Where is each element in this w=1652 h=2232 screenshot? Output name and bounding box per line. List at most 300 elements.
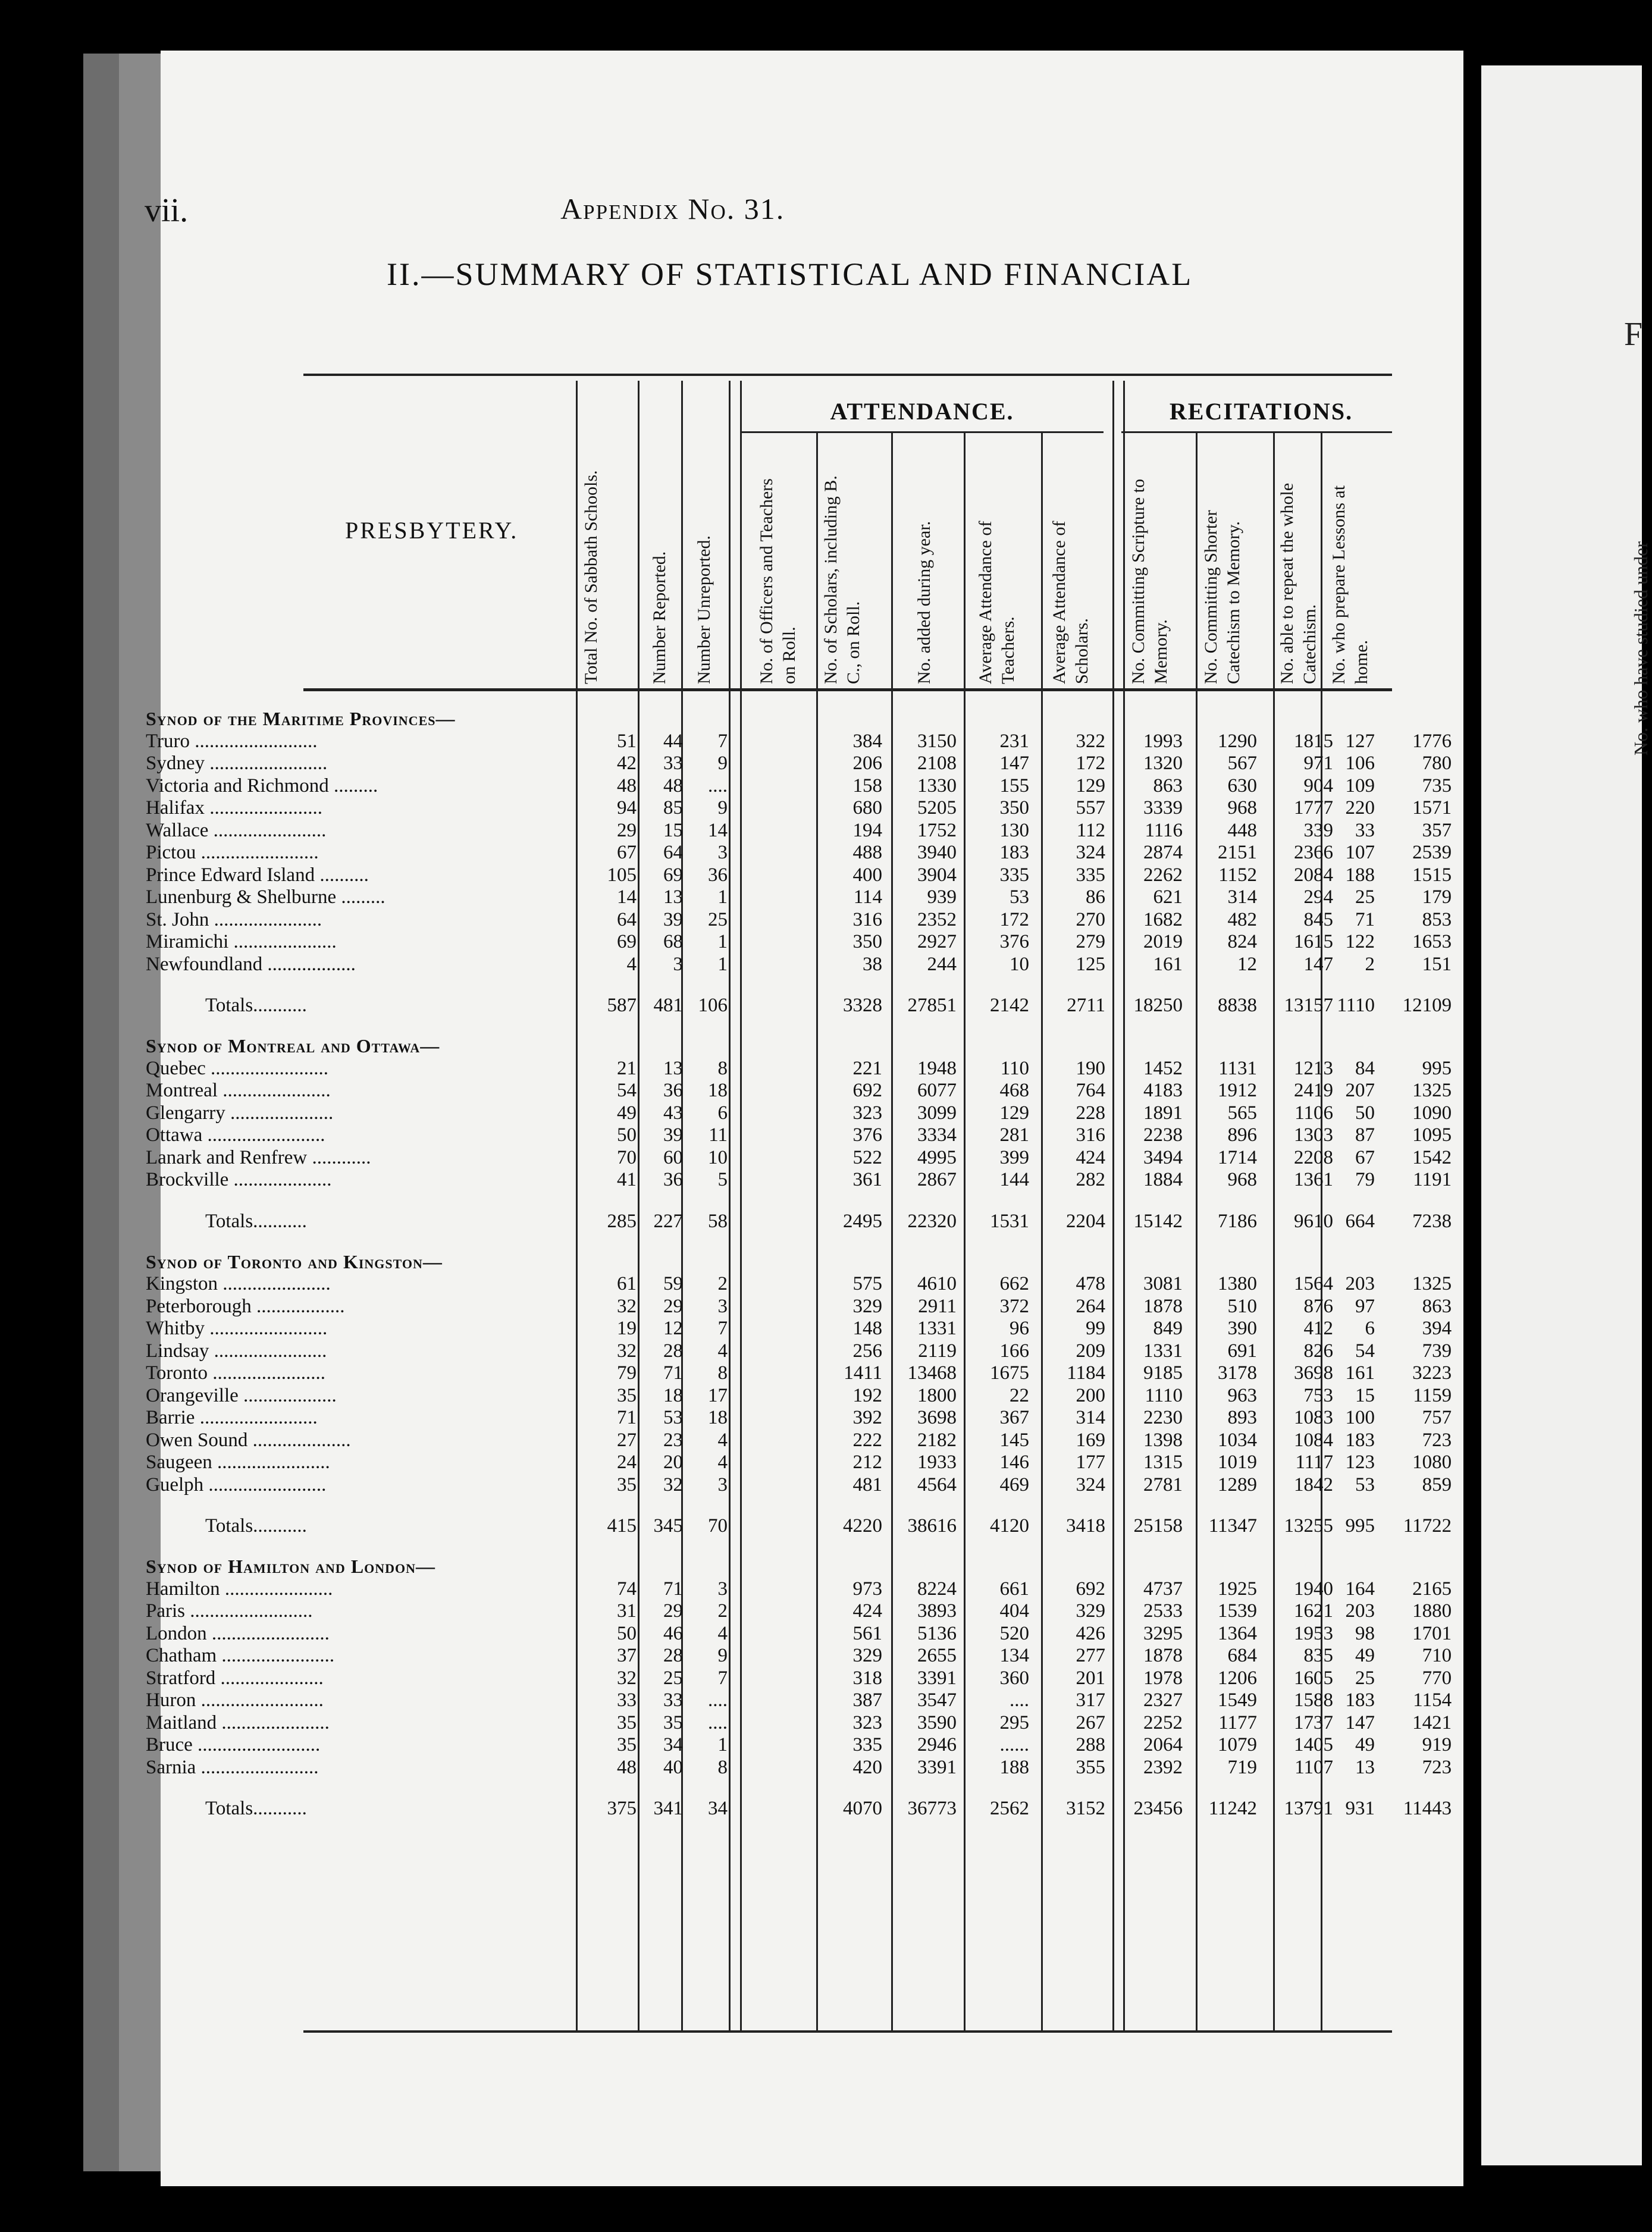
table-cell: 48 <box>617 775 637 797</box>
table-cell: 2084 <box>1294 864 1333 886</box>
total-cell: 3328 <box>843 995 882 1016</box>
table-cell: 282 <box>1076 1169 1105 1190</box>
presbytery-name: Bruce ......................... <box>146 1734 321 1755</box>
table-cell: 1878 <box>1143 1645 1183 1666</box>
total-cell: 7186 <box>1218 1210 1257 1232</box>
table-cell: 151 <box>1422 953 1452 975</box>
table-cell: 200 <box>1076 1384 1105 1406</box>
synod-heading: Synod of Montreal and Ottawa— <box>146 1035 440 1057</box>
table-cell: 565 <box>1227 1102 1257 1124</box>
table-cell: 64 <box>663 842 683 863</box>
table-cell: 1398 <box>1143 1429 1183 1451</box>
table-row <box>146 1430 1452 1452</box>
table-cell: 770 <box>1422 1667 1452 1689</box>
table-cell: 1682 <box>1143 908 1183 930</box>
table-cell: 1953 <box>1294 1622 1333 1644</box>
table-cell: 567 <box>1227 753 1257 774</box>
table-cell: 42 <box>617 753 637 774</box>
total-cell: 285 <box>607 1210 637 1232</box>
table-cell: 6 <box>1365 1318 1375 1339</box>
presbytery-name: Whitby ........................ <box>146 1318 328 1339</box>
table-cell: 50 <box>617 1622 637 1644</box>
table-cell: 680 <box>852 797 882 819</box>
table-row <box>146 1080 1452 1102</box>
totals-label: Totals........... <box>205 1210 307 1232</box>
table-cell <box>728 1296 808 1318</box>
table-cell <box>728 1712 808 1735</box>
table-cell: 71 <box>1355 908 1375 930</box>
table-cell: 96 <box>1010 1318 1029 1339</box>
table-cell: 183 <box>1345 1429 1375 1451</box>
table-row <box>146 775 1452 798</box>
table-cell: 4 <box>717 1622 728 1644</box>
table-cell: 25 <box>1355 886 1375 908</box>
table-cell: 1191 <box>1413 1169 1452 1190</box>
table-cell: 109 <box>1345 775 1375 797</box>
table-cell <box>728 1124 808 1147</box>
table-cell: 2419 <box>1294 1080 1333 1101</box>
table-cell: 739 <box>1422 1340 1452 1362</box>
table-cell: 12 <box>663 1318 683 1339</box>
total-cell: 70 <box>708 1515 728 1537</box>
table-cell: 323 <box>852 1102 882 1124</box>
table-cell: 33 <box>663 1689 683 1711</box>
table-cell: 1542 <box>1412 1146 1452 1168</box>
table-cell: 49 <box>1355 1734 1375 1755</box>
presbytery-name: Sarnia ........................ <box>146 1756 319 1778</box>
table-cell: 33 <box>1355 819 1375 841</box>
table-cell: 757 <box>1422 1407 1452 1428</box>
table-row <box>146 886 1452 909</box>
table-cell: 144 <box>999 1169 1029 1190</box>
total-cell: 995 <box>1345 1515 1375 1537</box>
table-cell: 1079 <box>1218 1734 1257 1755</box>
total-cell <box>728 976 808 1035</box>
table-cell: 71 <box>663 1362 683 1384</box>
table-cell: 20 <box>663 1452 683 1473</box>
table-cell: 110 <box>1000 1057 1029 1079</box>
table-row <box>146 797 1452 820</box>
table-cell: 1107 <box>1294 1756 1333 1778</box>
header-top-rule <box>303 374 1392 376</box>
table-cell: 59 <box>663 1273 683 1294</box>
table-cell: 19 <box>617 1318 637 1339</box>
table-cell: 130 <box>999 819 1029 841</box>
totals-row <box>146 1192 1452 1251</box>
table-cell: 1564 <box>1294 1273 1333 1294</box>
table-cell: 662 <box>999 1273 1029 1294</box>
table-cell: 10 <box>1010 953 1029 975</box>
col-head-avg-scholars: Average Attendance of Scholars. <box>1049 521 1092 684</box>
table-cell: 86 <box>1086 886 1105 908</box>
table-cell: 67 <box>1355 1146 1375 1168</box>
table-cell: 1361 <box>1294 1169 1333 1190</box>
table-cell: 2252 <box>1143 1711 1183 1733</box>
table-cell: 114 <box>853 886 882 908</box>
table-cell: 1325 <box>1412 1080 1452 1101</box>
table-cell: 482 <box>1227 908 1257 930</box>
table-cell: 3334 <box>917 1124 957 1146</box>
table-cell: 469 <box>999 1474 1029 1496</box>
total-cell: 4070 <box>843 1798 882 1819</box>
table-cell <box>728 1407 808 1430</box>
table-cell: 36 <box>663 1169 683 1190</box>
table-cell: 61 <box>617 1273 637 1294</box>
table-cell: 845 <box>1303 908 1333 930</box>
table-cell: 129 <box>1076 775 1105 797</box>
table-cell: 264 <box>1076 1295 1105 1317</box>
table-cell: 3494 <box>1143 1146 1183 1168</box>
table-cell: 764 <box>1076 1080 1105 1101</box>
total-cell: 58 <box>708 1210 728 1232</box>
total-cell <box>728 1496 808 1556</box>
table-cell: 2327 <box>1143 1689 1183 1711</box>
table-cell: 79 <box>617 1362 637 1384</box>
table-cell: 824 <box>1227 931 1257 952</box>
table-cell <box>728 864 808 887</box>
table-cell: 2655 <box>917 1645 957 1666</box>
synod-heading: Synod of Hamilton and London— <box>146 1556 436 1577</box>
table-cell: 3081 <box>1143 1273 1183 1294</box>
table-cell <box>728 1340 808 1363</box>
table-cell: 288 <box>1076 1734 1105 1755</box>
table-cell: 372 <box>999 1295 1029 1317</box>
synod-heading: Synod of the Maritime Provinces— <box>146 708 456 729</box>
total-cell: 4120 <box>990 1515 1029 1537</box>
table-cell: 27 <box>617 1429 637 1451</box>
table-cell: 392 <box>852 1407 882 1428</box>
table-cell: 4 <box>626 953 637 975</box>
table-row <box>146 1578 1452 1601</box>
table-cell: 4737 <box>1143 1578 1183 1600</box>
table-row <box>146 1102 1452 1125</box>
presbytery-name: Newfoundland .................. <box>146 953 356 975</box>
total-cell: 345 <box>653 1515 683 1537</box>
presbytery-name: Stratford ..................... <box>146 1667 324 1689</box>
table-cell: 50 <box>1355 1102 1375 1124</box>
table-cell: 826 <box>1303 1340 1333 1362</box>
table-cell: 1090 <box>1412 1102 1452 1124</box>
table-cell: 520 <box>999 1622 1029 1644</box>
table-cell: 876 <box>1303 1295 1333 1317</box>
table-cell: 2019 <box>1143 931 1183 952</box>
table-cell: 3295 <box>1143 1622 1183 1644</box>
table-cell: 220 <box>1345 797 1375 819</box>
table-cell: 3150 <box>917 730 957 752</box>
table-cell: 3 <box>717 1474 728 1496</box>
table-cell: 134 <box>999 1645 1029 1666</box>
table-cell: 1800 <box>917 1384 957 1406</box>
table-cell: 1083 <box>1294 1407 1333 1428</box>
table-cell: 4 <box>717 1340 728 1362</box>
synod-heading-row <box>146 1251 1452 1274</box>
table-cell: 1206 <box>1218 1667 1257 1689</box>
table-cell: 1331 <box>917 1318 957 1339</box>
table-cell: 1615 <box>1294 931 1333 952</box>
table-cell: 281 <box>999 1124 1029 1146</box>
table-cell: 1 <box>717 953 728 975</box>
table-cell: 968 <box>1227 797 1257 819</box>
table-cell: 69 <box>663 864 683 886</box>
total-cell: 11347 <box>1208 1515 1257 1537</box>
table-cell: 36 <box>663 1080 683 1101</box>
table-cell: 1933 <box>917 1452 957 1473</box>
presbytery-name: Chatham ....................... <box>146 1645 335 1666</box>
table-cell: 2165 <box>1412 1578 1452 1600</box>
table-cell: 318 <box>852 1667 882 1689</box>
table-row <box>146 753 1452 775</box>
table-cell: 424 <box>852 1600 882 1622</box>
attendance-group-label: ATTENDANCE. <box>830 398 1014 425</box>
total-cell: 664 <box>1345 1210 1375 1232</box>
table-cell: 939 <box>927 886 957 908</box>
table-cell: 350 <box>852 931 882 952</box>
table-row <box>146 1169 1452 1192</box>
table-cell: 32 <box>663 1474 683 1496</box>
total-cell: 3152 <box>1066 1798 1105 1819</box>
table-cell: 32 <box>617 1340 637 1362</box>
table-cell: 780 <box>1422 753 1452 774</box>
presbytery-name: Quebec ........................ <box>146 1057 329 1079</box>
table-cell: 971 <box>1303 753 1333 774</box>
total-cell: 13791 <box>1284 1798 1333 1819</box>
total-cell: 415 <box>607 1515 637 1537</box>
table-cell: 1116 <box>1145 819 1183 841</box>
table-cell: 44 <box>663 730 683 752</box>
table-cell: 9 <box>717 797 728 819</box>
table-cell: 43 <box>663 1102 683 1124</box>
table-cell: 357 <box>1422 819 1452 841</box>
table-cell: 2911 <box>918 1295 957 1317</box>
table-cell: .... <box>708 1689 728 1711</box>
table-cell: 1213 <box>1294 1057 1333 1079</box>
total-cell: 587 <box>607 995 637 1016</box>
table-cell: 48 <box>617 1756 637 1778</box>
col-head-repeat-catechism: No. able to repeat the whole Catechism. <box>1277 482 1319 684</box>
table-cell: 2352 <box>917 908 957 930</box>
totals-label: Totals........... <box>205 1798 307 1819</box>
total-cell: 13157 <box>1284 995 1333 1016</box>
table-cell: 190 <box>1076 1057 1105 1079</box>
total-cell: 27851 <box>907 995 957 1016</box>
table-cell: 29 <box>663 1600 683 1622</box>
table-cell: 158 <box>852 775 882 797</box>
presbytery-name: Huron ......................... <box>146 1689 324 1711</box>
table-cell: 161 <box>1153 953 1183 975</box>
table-cell: 719 <box>1227 1756 1257 1778</box>
table-cell: 329 <box>852 1295 882 1317</box>
table-cell: 339 <box>1303 819 1333 841</box>
table-cell: 9185 <box>1143 1362 1183 1384</box>
totals-label: Totals........... <box>205 995 307 1016</box>
table-cell: 5205 <box>917 797 957 819</box>
table-cell: 1925 <box>1218 1578 1257 1600</box>
table-cell <box>728 1734 808 1757</box>
total-cell: 931 <box>1345 1798 1375 1819</box>
presbytery-name: Pictou ........................ <box>146 842 319 863</box>
table-cell: 222 <box>852 1429 882 1451</box>
table-cell: 53 <box>663 1407 683 1428</box>
table-cell: 21 <box>617 1057 637 1079</box>
table-cell: 68 <box>663 931 683 952</box>
table-cell: 863 <box>1153 775 1183 797</box>
table-cell: 849 <box>1153 1318 1183 1339</box>
total-cell: 341 <box>653 1798 683 1819</box>
table-cell: 630 <box>1227 775 1257 797</box>
table-row <box>146 1318 1452 1340</box>
table-cell <box>728 1600 808 1623</box>
table-row <box>146 1124 1452 1147</box>
table-cell: 3 <box>717 842 728 863</box>
table-bottom-rule <box>303 2030 1392 2033</box>
table-cell <box>728 1430 808 1452</box>
table-cell: 46 <box>663 1622 683 1644</box>
table-row <box>146 954 1452 976</box>
table-cell: 1 <box>717 1734 728 1755</box>
table-cell: 18 <box>708 1080 728 1101</box>
table-cell: 1084 <box>1294 1429 1333 1451</box>
table-cell: 54 <box>1355 1340 1375 1362</box>
statistics-table <box>146 708 1452 1838</box>
table-cell <box>728 1102 808 1125</box>
total-cell: 11242 <box>1208 1798 1257 1819</box>
table-row <box>146 842 1452 864</box>
table-cell: 1405 <box>1294 1734 1333 1755</box>
total-cell: 34 <box>708 1798 728 1819</box>
table-cell <box>728 1273 808 1296</box>
table-cell: 4564 <box>917 1474 957 1496</box>
presbytery-name: Maitland ...................... <box>146 1711 330 1733</box>
table-cell: 105 <box>607 864 637 886</box>
table-cell: 329 <box>852 1645 882 1666</box>
table-cell <box>728 1058 808 1080</box>
table-cell: 161 <box>1345 1362 1375 1384</box>
presbytery-name: Hamilton ...................... <box>146 1578 333 1600</box>
table-cell: 1815 <box>1294 730 1333 752</box>
table-row <box>146 1407 1452 1430</box>
table-row <box>146 1667 1452 1690</box>
table-cell: 904 <box>1303 775 1333 797</box>
table-cell: 2867 <box>917 1169 957 1190</box>
table-cell: 420 <box>852 1756 882 1778</box>
table-cell: 183 <box>1345 1689 1375 1711</box>
table-cell <box>728 909 808 932</box>
total-cell: 36773 <box>907 1798 957 1819</box>
synod-heading: Synod of Toronto and Kingston— <box>146 1250 443 1272</box>
table-cell: 35 <box>617 1711 637 1733</box>
table-cell <box>728 1578 808 1601</box>
table-cell: 4 <box>717 1452 728 1473</box>
table-cell <box>728 731 808 753</box>
table-cell: 206 <box>852 753 882 774</box>
table-cell: 192 <box>852 1384 882 1406</box>
total-cell: 2711 <box>1067 995 1105 1016</box>
table-cell: 1320 <box>1143 753 1183 774</box>
table-cell: 53 <box>1355 1474 1375 1496</box>
table-cell: 203 <box>1345 1600 1375 1622</box>
table-cell: 1776 <box>1412 730 1452 752</box>
recitations-group-label: RECITATIONS. <box>1169 398 1353 425</box>
table-cell: 29 <box>663 1295 683 1317</box>
table-cell: 29 <box>617 819 637 841</box>
table-row <box>146 731 1452 753</box>
table-cell: 1159 <box>1413 1384 1452 1406</box>
presbytery-name: London ........................ <box>146 1622 330 1644</box>
table-cell: 9 <box>717 1645 728 1666</box>
table-cell: 147 <box>999 753 1029 774</box>
table-cell: 1993 <box>1143 730 1183 752</box>
table-cell: 575 <box>852 1273 882 1294</box>
table-cell: 33 <box>617 1689 637 1711</box>
table-cell: 221 <box>852 1057 882 1079</box>
table-cell: 18 <box>708 1407 728 1428</box>
total-cell: 15142 <box>1133 1210 1183 1232</box>
table-cell: 60 <box>663 1146 683 1168</box>
table-cell <box>728 886 808 909</box>
totals-row <box>146 976 1452 1035</box>
table-cell: 1106 <box>1294 1102 1333 1124</box>
table-cell: 376 <box>852 1124 882 1146</box>
table-cell: 2533 <box>1143 1600 1183 1622</box>
table-cell: 510 <box>1227 1295 1257 1317</box>
table-cell: 481 <box>852 1474 882 1496</box>
table-cell: 1880 <box>1412 1600 1452 1622</box>
table-cell: 71 <box>663 1578 683 1600</box>
table-cell: 147 <box>1345 1711 1375 1733</box>
table-cell: 859 <box>1422 1474 1452 1496</box>
total-cell: 2495 <box>843 1210 882 1232</box>
table-cell: 1177 <box>1218 1711 1257 1733</box>
col-head-added: No. added during year. <box>914 521 934 684</box>
table-row <box>146 1689 1452 1712</box>
table-cell: 25 <box>1355 1667 1375 1689</box>
total-cell: 9610 <box>1294 1210 1333 1232</box>
col-head-total-schools: Total No. of Sabbath Schools. <box>581 470 601 684</box>
table-cell: 87 <box>1355 1124 1375 1146</box>
total-cell: 2142 <box>990 995 1029 1016</box>
table-cell: 561 <box>852 1622 882 1644</box>
table-cell: 404 <box>999 1600 1029 1622</box>
table-cell <box>728 842 808 864</box>
table-cell: 270 <box>1076 908 1105 930</box>
table-cell: 316 <box>1076 1124 1105 1146</box>
table-cell: 448 <box>1227 819 1257 841</box>
total-cell: 1531 <box>990 1210 1029 1232</box>
table-cell: 1330 <box>917 775 957 797</box>
table-cell: 3904 <box>917 864 957 886</box>
table-cell: 753 <box>1303 1384 1333 1406</box>
table-cell: 1019 <box>1218 1452 1257 1473</box>
table-cell: 85 <box>663 797 683 819</box>
table-cell: 169 <box>1076 1429 1105 1451</box>
table-cell: 14 <box>617 886 637 908</box>
table-row <box>146 820 1452 842</box>
table-cell: 164 <box>1345 1578 1375 1600</box>
table-cell: 390 <box>1227 1318 1257 1339</box>
totals-row <box>146 1779 1452 1838</box>
total-cell: 3418 <box>1066 1515 1105 1537</box>
table-cell: 49 <box>617 1102 637 1124</box>
table-cell: 2366 <box>1294 842 1333 863</box>
table-cell: 361 <box>852 1169 882 1190</box>
table-cell: 3339 <box>1143 797 1183 819</box>
table-cell: 2262 <box>1143 864 1183 886</box>
table-cell: 1289 <box>1218 1474 1257 1496</box>
table-cell: 3223 <box>1412 1362 1452 1384</box>
table-cell: 179 <box>1422 886 1452 908</box>
table-cell: 9 <box>717 753 728 774</box>
table-cell: 32 <box>617 1295 637 1317</box>
